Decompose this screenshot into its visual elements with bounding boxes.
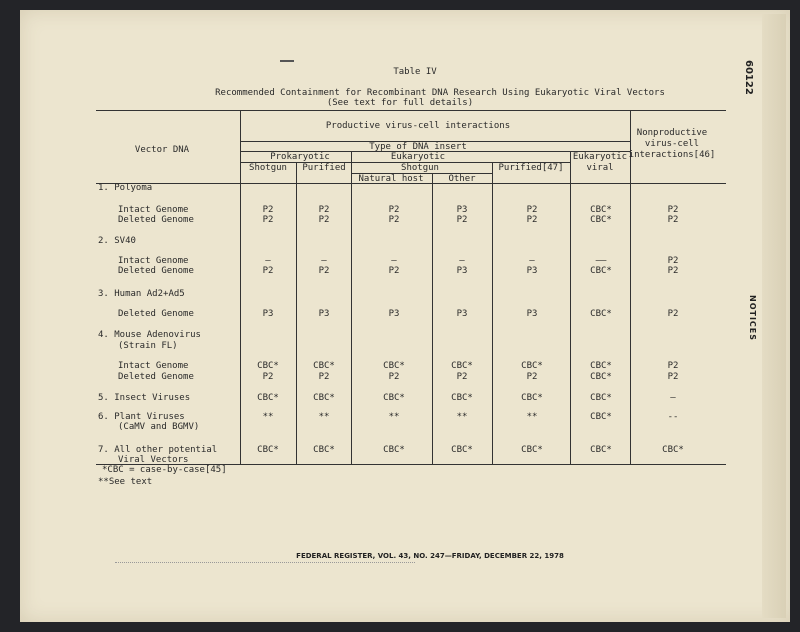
rule-line — [432, 173, 433, 464]
table-cell: P2 — [318, 215, 330, 225]
header-shotgun: Shotgun — [249, 163, 287, 173]
header-eukaryotic: Eukaryotic — [390, 152, 446, 162]
table-cell: CBC* — [521, 393, 543, 403]
footer-rule — [115, 562, 415, 563]
footnote-cbc: *CBC = case-by-case[45] — [102, 465, 227, 475]
header-vector-dna: Vector DNA — [134, 145, 190, 155]
table-cell: —— — [595, 256, 607, 266]
table-cell: P2 — [318, 266, 330, 276]
table-cell: CBC* — [590, 393, 612, 403]
table-cell: CBC* — [257, 393, 279, 403]
table-cell: P3 — [388, 309, 400, 319]
table-cell: — — [391, 256, 397, 266]
table-cell: — — [459, 256, 465, 266]
table-cell: ** — [388, 412, 400, 422]
table-cell: CBC* — [383, 361, 405, 371]
table-cell: P2 — [318, 372, 330, 382]
table-cell: P2 — [388, 215, 400, 225]
table-cell: P2 — [388, 266, 400, 276]
header-eukaryotic-viral: Eukaryotic — [572, 152, 628, 162]
table-cell: P2 — [667, 256, 679, 266]
row-heading: 4. Mouse Adenovirus — [98, 330, 201, 340]
row-label: Deleted Genome — [118, 215, 194, 225]
row-label: Deleted Genome — [118, 266, 194, 276]
row-label: Intact Genome — [118, 361, 189, 371]
rule-line — [351, 151, 352, 464]
table-cell: CBC* — [590, 445, 612, 455]
table-cell: CBC* — [257, 445, 279, 455]
table-cell: CBC* — [521, 361, 543, 371]
table-cell: P2 — [456, 215, 468, 225]
print-mark — [280, 60, 294, 62]
table-cell: P2 — [262, 215, 274, 225]
table-cell: P3 — [526, 266, 538, 276]
table-cell: CBC* — [521, 445, 543, 455]
row-heading: 5. Insect Viruses — [98, 393, 191, 403]
table-cell: CBC* — [451, 361, 473, 371]
table-cell: P2 — [667, 372, 679, 382]
table-cell: P2 — [667, 309, 679, 319]
header-shotgun-eukaryotic: Shotgun — [401, 163, 439, 173]
row-label: Intact Genome — [118, 205, 189, 215]
table-cell: CBC* — [590, 205, 612, 215]
row-label: (CaMV and BGMV) — [118, 422, 200, 432]
table-cell: CBC* — [451, 445, 473, 455]
table-cell: CBC* — [590, 215, 612, 225]
table-cell: CBC* — [313, 445, 335, 455]
table-cell: P3 — [456, 266, 468, 276]
table-cell: ** — [456, 412, 468, 422]
row-heading: 3. Human Ad2+Ad5 — [98, 289, 185, 299]
row-heading: 2. SV40 — [98, 236, 136, 246]
rule-line — [570, 151, 571, 464]
table-label: Table IV — [393, 67, 437, 77]
header-natural-host: Natural host — [358, 174, 424, 184]
header-nonproductive-3: interactions[46] — [628, 150, 716, 160]
table-cell: CBC* — [590, 372, 612, 382]
header-eukaryotic-viral-2: viral — [586, 163, 614, 173]
row-label: Viral Vectors — [118, 455, 189, 465]
table-cell: P3 — [318, 309, 330, 319]
rule-line — [296, 162, 297, 464]
table-cell: P2 — [667, 266, 679, 276]
table-cell: CBC* — [313, 361, 335, 371]
table-cell: CBC* — [383, 393, 405, 403]
table-cell: P2 — [667, 361, 679, 371]
header-purified: Purified — [302, 163, 346, 173]
table-title: Recommended Containment for Recombinant DNA Research Using Eukaryotic Viral Vectors — [215, 88, 665, 98]
table-cell: CBC* — [590, 361, 612, 371]
rule-line — [96, 110, 726, 111]
header-nonproductive-2: virus-cell — [644, 139, 700, 149]
table-cell: — — [670, 393, 676, 403]
table-cell: -- — [667, 412, 679, 422]
table-cell: CBC* — [590, 266, 612, 276]
table-cell: P2 — [526, 205, 538, 215]
rule-line — [240, 110, 241, 464]
footnote-see-text: **See text — [98, 477, 153, 487]
row-heading: 6. Plant Viruses — [98, 412, 185, 422]
table-cell: — — [265, 256, 271, 266]
table-cell: CBC* — [662, 445, 684, 455]
header-other: Other — [448, 174, 476, 184]
footer: FEDERAL REGISTER, VOL. 43, NO. 247—FRIDAY, DECEMBER 22, 1978 — [296, 552, 564, 560]
table-cell: CBC* — [313, 393, 335, 403]
table-cell: P2 — [388, 372, 400, 382]
table-cell: ** — [526, 412, 538, 422]
table-cell: P3 — [526, 309, 538, 319]
rule-line — [492, 162, 493, 464]
table-cell: CBC* — [590, 412, 612, 422]
header-prokaryotic: Prokaryotic — [270, 152, 330, 162]
row-heading: 1. Polyoma — [98, 183, 153, 193]
table-cell: P3 — [456, 309, 468, 319]
table-cell: CBC* — [383, 445, 405, 455]
table-cell: P3 — [262, 309, 274, 319]
table-cell: P2 — [667, 205, 679, 215]
table-cell: ** — [262, 412, 274, 422]
table-cell: P3 — [456, 205, 468, 215]
row-label: Deleted Genome — [118, 372, 194, 382]
table-cell: P2 — [526, 215, 538, 225]
row-label: (Strain FL) — [118, 341, 178, 351]
table-cell: P2 — [262, 205, 274, 215]
table-cell: P2 — [262, 372, 274, 382]
row-label: Deleted Genome — [118, 309, 194, 319]
table-cell: P2 — [388, 205, 400, 215]
header-nonproductive: Nonproductive — [636, 128, 708, 138]
table-cell: P2 — [667, 215, 679, 225]
rule-line — [630, 110, 631, 464]
page-edge — [762, 14, 786, 618]
row-label: Intact Genome — [118, 256, 189, 266]
table-cell: — — [321, 256, 327, 266]
header-type-of-insert: Type of DNA insert — [369, 142, 467, 152]
table-cell: P2 — [318, 205, 330, 215]
table-cell: P2 — [526, 372, 538, 382]
table-cell: CBC* — [590, 309, 612, 319]
header-purified-eukaryotic: Purified[47] — [498, 163, 564, 173]
table-cell: CBC* — [451, 393, 473, 403]
table-cell: — — [529, 256, 535, 266]
table-cell: ** — [318, 412, 330, 422]
header-productive: Productive virus-cell interactions — [325, 121, 511, 131]
table-cell: P2 — [456, 372, 468, 382]
page-number: 60122 — [743, 60, 754, 95]
row-heading: 7. All other potential — [98, 445, 218, 455]
table-cell: P2 — [262, 266, 274, 276]
section-label: NOTICES — [748, 295, 757, 342]
table-subtitle: (See text for full details) — [326, 98, 474, 108]
table-cell: CBC* — [257, 361, 279, 371]
